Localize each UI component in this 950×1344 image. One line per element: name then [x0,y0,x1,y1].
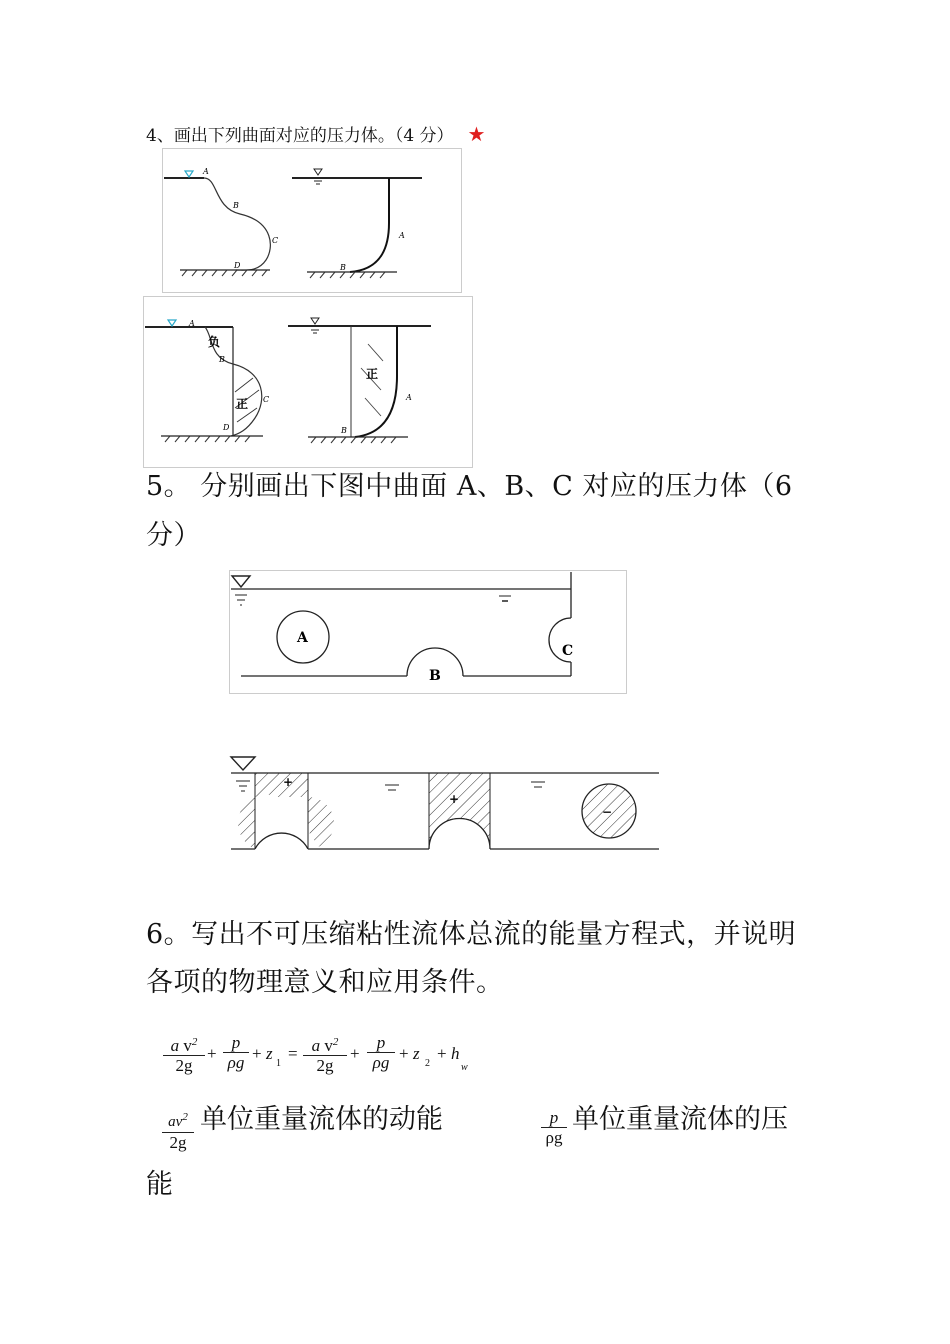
label-positive: 正 [236,397,249,411]
label-a2: A [399,231,405,240]
plus-4: + [399,1044,409,1063]
label-b: B [219,355,225,364]
star-icon: ★ [467,122,486,146]
label-c: C [272,236,279,245]
term-kinetic-1: $\frac{a v^2}{2g}$ [163,1033,205,1076]
kinetic-term-fraction: $\frac{av^2}{2g}$ [162,1108,194,1153]
question-6-line2: 各项的物理意义和应用条件。 [146,967,504,998]
pressure-term-description-cont: 能 [146,1169,174,1200]
label-negative: 负 [208,335,221,349]
term-pressure-1: $\frac{p}{\rho g}$ [223,1033,249,1073]
pressure-term-fraction: $\frac{p}{\rho g}$ [541,1108,567,1148]
figure-q4-surfaces [162,148,462,293]
label-positive-2: 正 [366,367,379,381]
label-c: C [263,395,270,404]
question-4 [146,121,485,146]
plus-2: + [252,1044,262,1063]
plus-sign-1: + [283,775,294,789]
plus-5: + [437,1044,447,1063]
plus-sign-2: + [449,792,460,806]
question-6-line1: 6。写出不可压缩粘性流体总流的能量方程式，并说明 [146,919,797,950]
label-b: B [233,201,239,210]
z2: z [413,1044,420,1063]
label-d: D [234,261,241,270]
question-4-text: 4、画出下列曲面对应的压力体。（4 分） [146,126,454,146]
figure-q5-answer [228,745,662,855]
label-a: A [297,630,308,646]
figure-q5-tank [229,570,627,694]
hw: h [451,1044,460,1063]
plus-1: + [207,1044,217,1063]
question-5-line2: 分） [146,520,201,551]
z1-sub: 1 [276,1058,281,1069]
hw-sub: w [461,1062,468,1073]
label-c: C [562,643,574,659]
term-kinetic-2: $\frac{a v^2}{2g}$ [303,1033,347,1076]
z1: z [266,1044,273,1063]
pressure-term-description: 单位重量流体的压 [572,1104,788,1135]
kinetic-term-description: 单位重量流体的动能 [200,1104,443,1135]
label-b2: B [341,426,347,435]
label-d: D [223,423,230,432]
figure-q4-answer [143,296,473,468]
label-a2: A [406,393,412,402]
z2-sub: 2 [425,1058,430,1069]
label-a: A [203,167,209,176]
term-pressure-2: $\frac{p}{\rho g}$ [367,1033,395,1073]
label-a: A [189,319,195,328]
plus-3: + [350,1044,360,1063]
equals: = [288,1044,298,1063]
label-b: B [429,668,441,684]
label-b2: B [340,263,346,272]
question-5-line1: 5。 分别画出下图中曲面 A、B、C 对应的压力体（6 [146,471,793,502]
minus-sign: − [602,805,613,819]
